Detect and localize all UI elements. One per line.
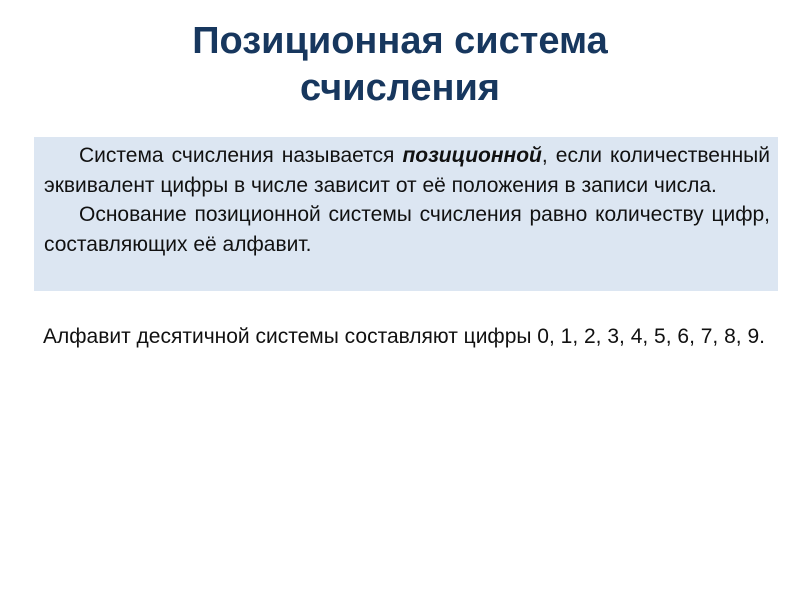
slide-title [0, 18, 800, 112]
definition-paragraph-1 [44, 141, 770, 200]
alphabet-paragraph: Алфавит десятичной системы составляют цифры 0, 1, 2, 3, 4, 5, 6, 7, 8, 9. [43, 325, 765, 348]
slide-title-line-2: счисления [300, 67, 500, 109]
definition-text-after: , если количественный эквивалент цифры в числе зависит от её положения в записи числа. [44, 144, 770, 197]
definition-paragraph-2: Основание позиционной системы счисления равно количеству цифр, составляющих её алфавит. [44, 203, 770, 256]
definition-text-before: Система счисления называется [79, 144, 403, 167]
definition-term: позиционной [402, 144, 542, 167]
definition-box [34, 137, 778, 291]
slide-title-line-1: Позиционная система [192, 20, 608, 62]
